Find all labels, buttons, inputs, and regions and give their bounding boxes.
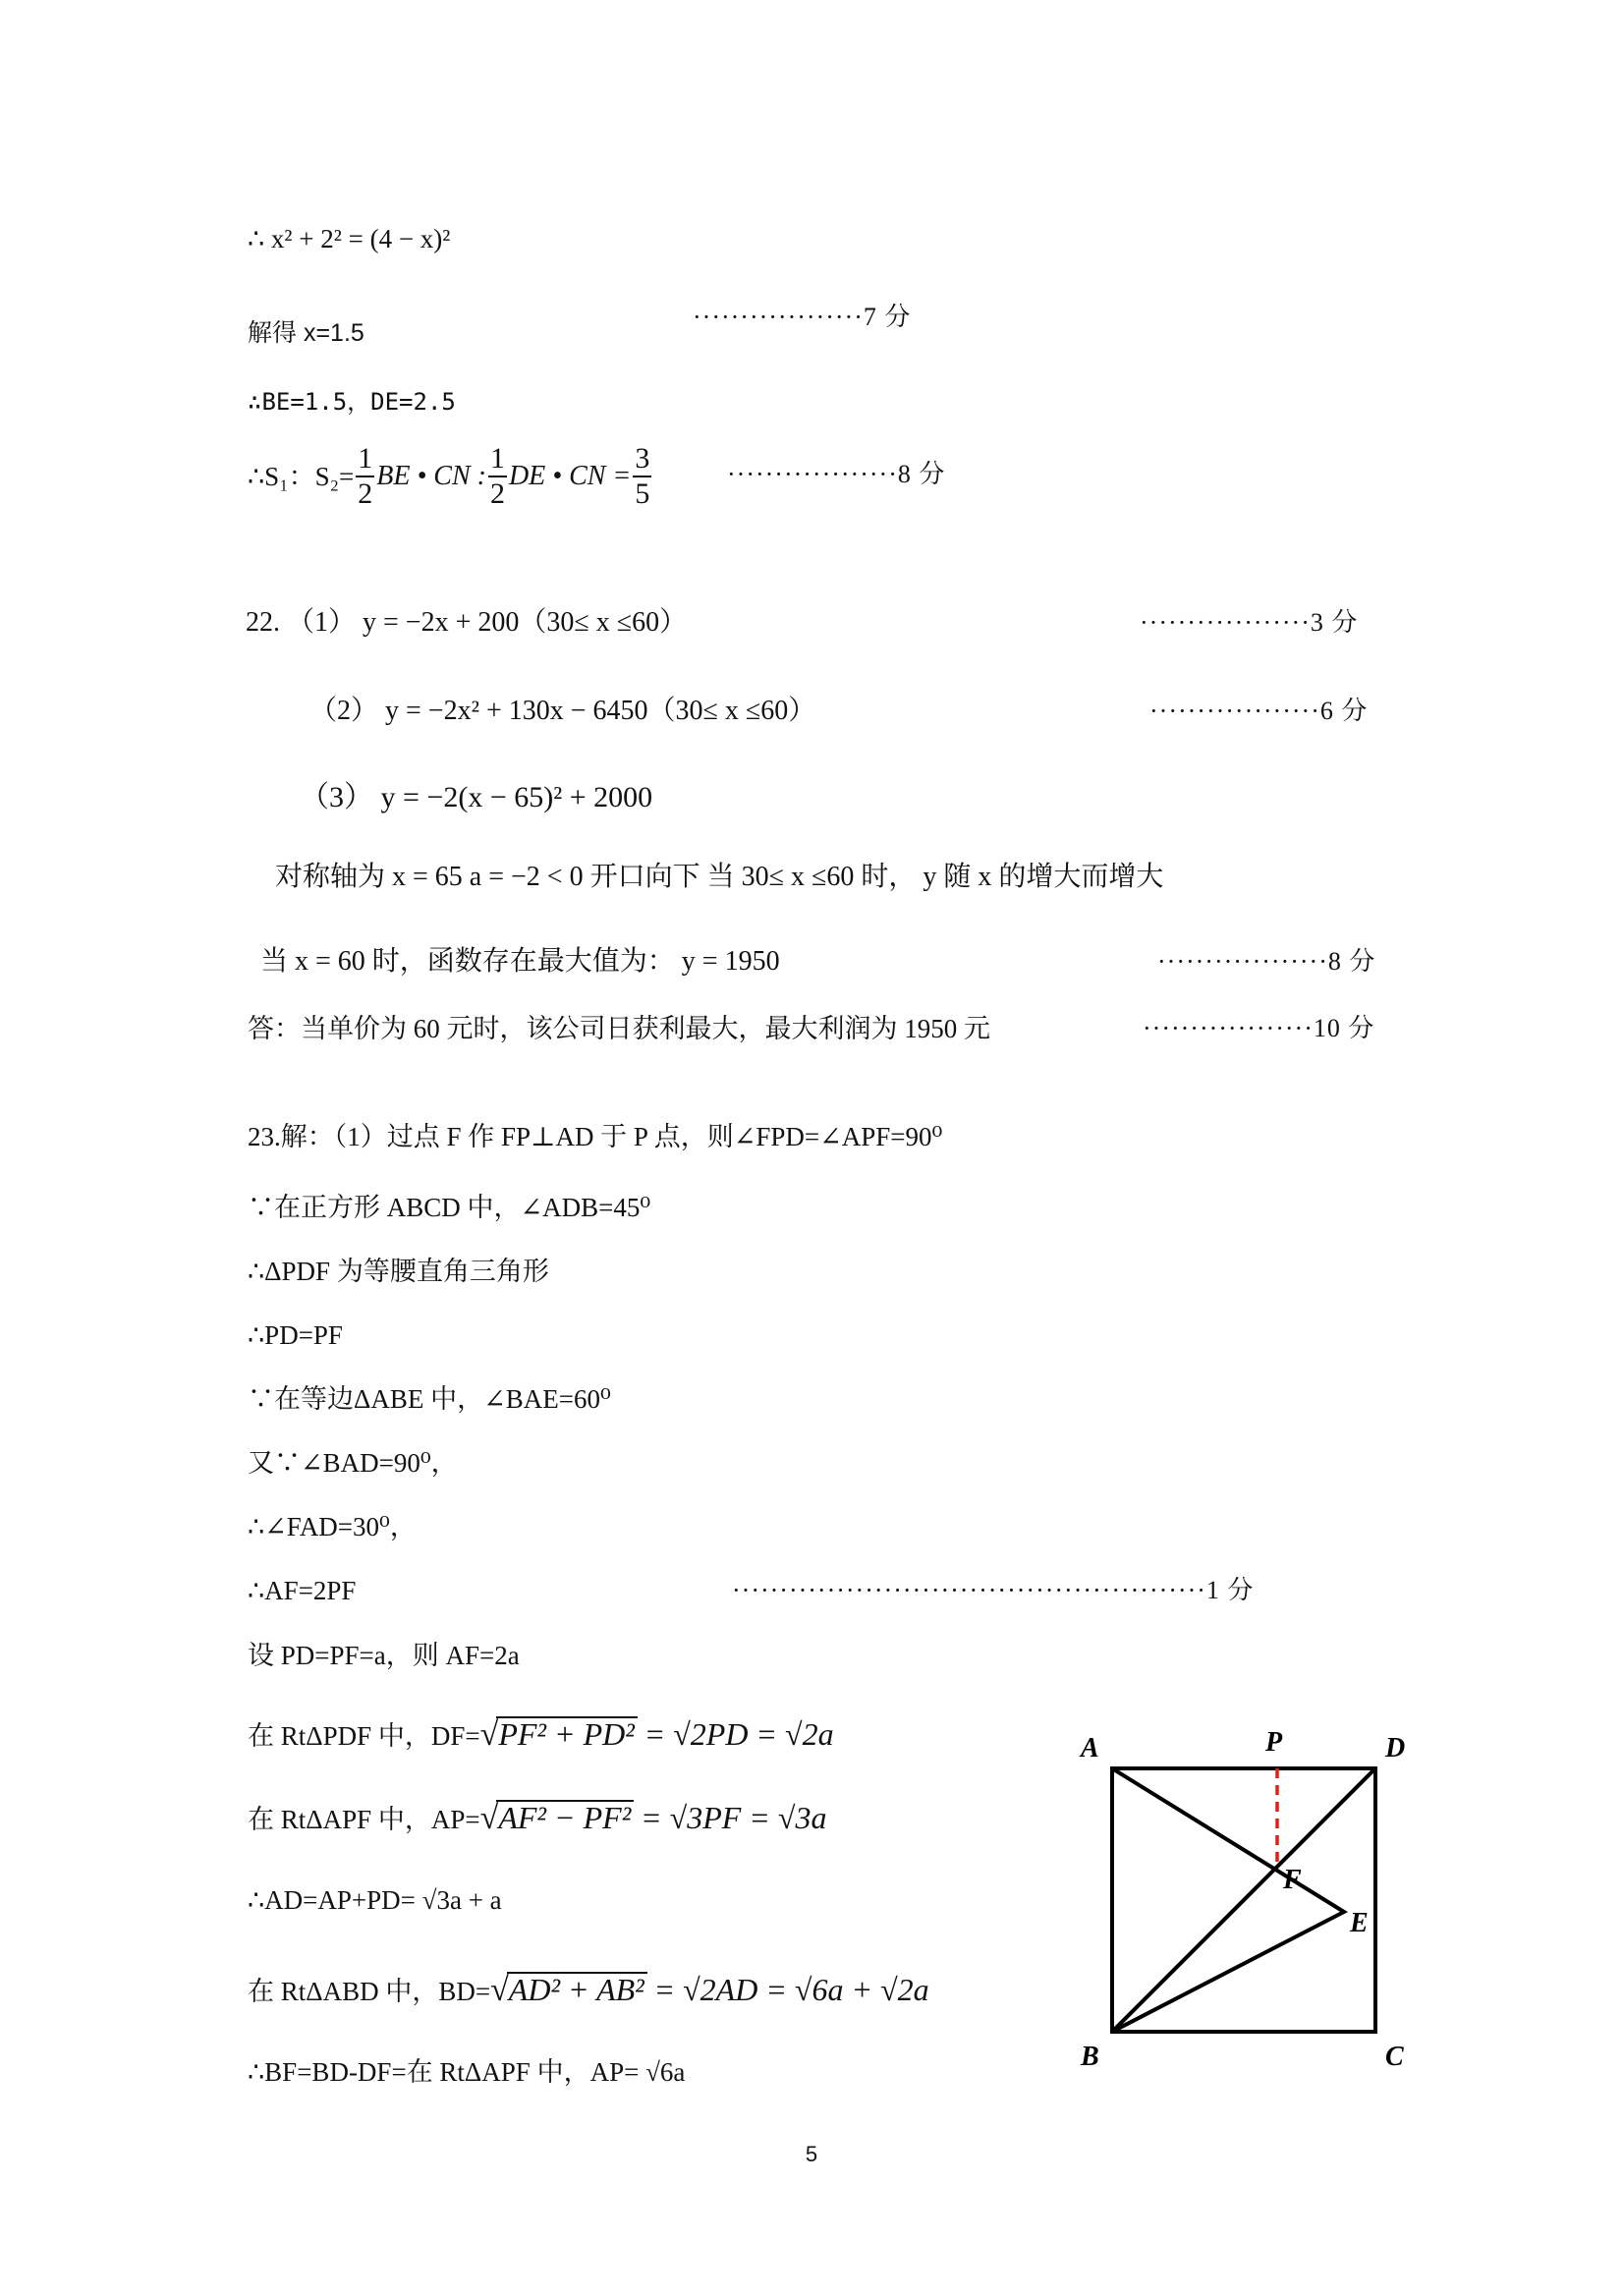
score-1: ··················································1 分 bbox=[732, 1576, 1255, 1604]
radicand: PF² + PD² bbox=[496, 1716, 638, 1750]
score-6: ··················6 分 bbox=[1149, 697, 1369, 725]
ratio-line bbox=[248, 440, 653, 513]
q23-line-10-post: = √2PD = √2a bbox=[644, 1716, 834, 1752]
solution-x-line bbox=[248, 316, 364, 350]
q23-line-8: ∴AF=2PF bbox=[248, 1576, 357, 1605]
q23-line-12: ∴AD=AP+PD= √3a + a bbox=[248, 1885, 502, 1915]
score-10: ··················10 分 bbox=[1143, 1014, 1375, 1042]
score-8b: ··················8 分 bbox=[1157, 947, 1376, 976]
radicand: AD² + AB² bbox=[507, 1972, 647, 2005]
q23-line-11-post: = √3PF = √3a bbox=[641, 1800, 827, 1835]
fraction-3 bbox=[633, 442, 651, 511]
q22-part2: （2） y = −2x² + 130x − 6450（30≤ x ≤60） bbox=[309, 696, 816, 726]
square-geometry-figure bbox=[1061, 1709, 1474, 2083]
radical-sign: √ bbox=[479, 1716, 499, 1753]
radicand: AF² − PF² bbox=[496, 1800, 634, 1833]
page-number: 5 bbox=[805, 2142, 818, 2166]
q23-line-10-pre: 在 RtΔPDF 中，DF= bbox=[248, 1721, 480, 1751]
q23-line-11-pre: 在 RtΔAPF 中，AP= bbox=[248, 1805, 480, 1834]
q23-line-2: ∵在正方形 ABCD 中，∠ADB=45⁰ bbox=[248, 1193, 651, 1222]
equation-text: ∴ x² + 2² = (4 − x)² bbox=[248, 224, 451, 253]
q23-line-5: ∵在等边ΔABE 中，∠BAE=60⁰ bbox=[248, 1384, 611, 1414]
fraction-1-den: 2 bbox=[358, 477, 373, 510]
figure-lines bbox=[1112, 1768, 1375, 2032]
label-p: P bbox=[1265, 1727, 1283, 1758]
fraction-3-num: 3 bbox=[633, 442, 651, 477]
q23-line-4: ∴PD=PF bbox=[248, 1320, 343, 1350]
be-de-line bbox=[248, 385, 456, 419]
q22-answer: 答：当单价为 60 元时，该公司日获利最大，最大利润为 1950 元 bbox=[248, 1014, 990, 1043]
triangle-abe bbox=[1112, 1768, 1344, 2032]
label-a: A bbox=[1081, 1733, 1099, 1764]
fraction-2-den: 2 bbox=[489, 477, 505, 510]
q22-part1: 22. （1） y = −2x + 200（30≤ x ≤60） bbox=[246, 607, 688, 638]
q23-line-14: ∴BF=BD-DF=在 RtΔAPF 中，AP= √6a bbox=[248, 2057, 686, 2087]
label-d: D bbox=[1385, 1733, 1406, 1764]
q23-line-11 bbox=[248, 1800, 826, 1836]
q23-line-3: ∴ΔPDF 为等腰直角三角形 bbox=[248, 1257, 549, 1286]
fraction-2-num: 1 bbox=[488, 442, 507, 477]
q23-line-9: 设 PD=PF=a，则 AF=2a bbox=[248, 1641, 520, 1670]
fraction-1 bbox=[356, 442, 374, 511]
score-8a: ··················8 分 bbox=[727, 460, 946, 488]
q23-line-7: ∴∠FAD=30⁰， bbox=[248, 1512, 417, 1541]
q22-axis-line: 对称轴为 x = 65 a = −2 < 0 开口向下 当 30≤ x ≤60 时， y 随 x 的增大而增大 bbox=[275, 862, 1164, 892]
diagonal-bd bbox=[1112, 1768, 1375, 2032]
radical-sign: √ bbox=[490, 1972, 509, 2008]
q23-line-1: 23.解：（1）过点 F 作 FP⊥AD 于 P 点，则∠FPD=∠APF=90⁰ bbox=[248, 1122, 943, 1151]
q22-max-line: 当 x = 60 时，函数存在最大值为： y = 1950 bbox=[260, 946, 780, 977]
radical-sign: √ bbox=[479, 1800, 499, 1836]
q23-line-13-pre: 在 RtΔABD 中，BD= bbox=[248, 1977, 491, 2006]
q23-line-6: 又∵∠BAD=90⁰， bbox=[248, 1448, 458, 1478]
score-7: ··················7 分 bbox=[693, 303, 912, 331]
solution-text: 解得 x=1.5 bbox=[248, 319, 364, 347]
fraction-3-den: 5 bbox=[635, 477, 650, 510]
fraction-1-num: 1 bbox=[356, 442, 374, 477]
be-de-text: ∴BE=1.5，DE=2.5 bbox=[248, 388, 456, 416]
fraction-2 bbox=[488, 442, 507, 511]
ratio-mid-2: DE • CN = bbox=[508, 461, 632, 491]
q23-line-13-post: = √2AD = √6a + √2a bbox=[653, 1972, 929, 2007]
score-3: ··················3 分 bbox=[1140, 608, 1359, 637]
q22-part3: （3） y = −2(x − 65)² + 2000 bbox=[300, 781, 653, 813]
ratio-mid-1: BE • CN : bbox=[376, 461, 486, 491]
q23-line-10 bbox=[248, 1716, 834, 1753]
equation-line-1 bbox=[248, 222, 450, 255]
label-f: F bbox=[1283, 1865, 1302, 1895]
q23-line-13 bbox=[248, 1972, 929, 2008]
label-c: C bbox=[1385, 2042, 1404, 2072]
label-b: B bbox=[1081, 2042, 1099, 2072]
ratio-prefix: ∴S₁：S₂= bbox=[248, 462, 355, 491]
label-e: E bbox=[1350, 1908, 1369, 1938]
